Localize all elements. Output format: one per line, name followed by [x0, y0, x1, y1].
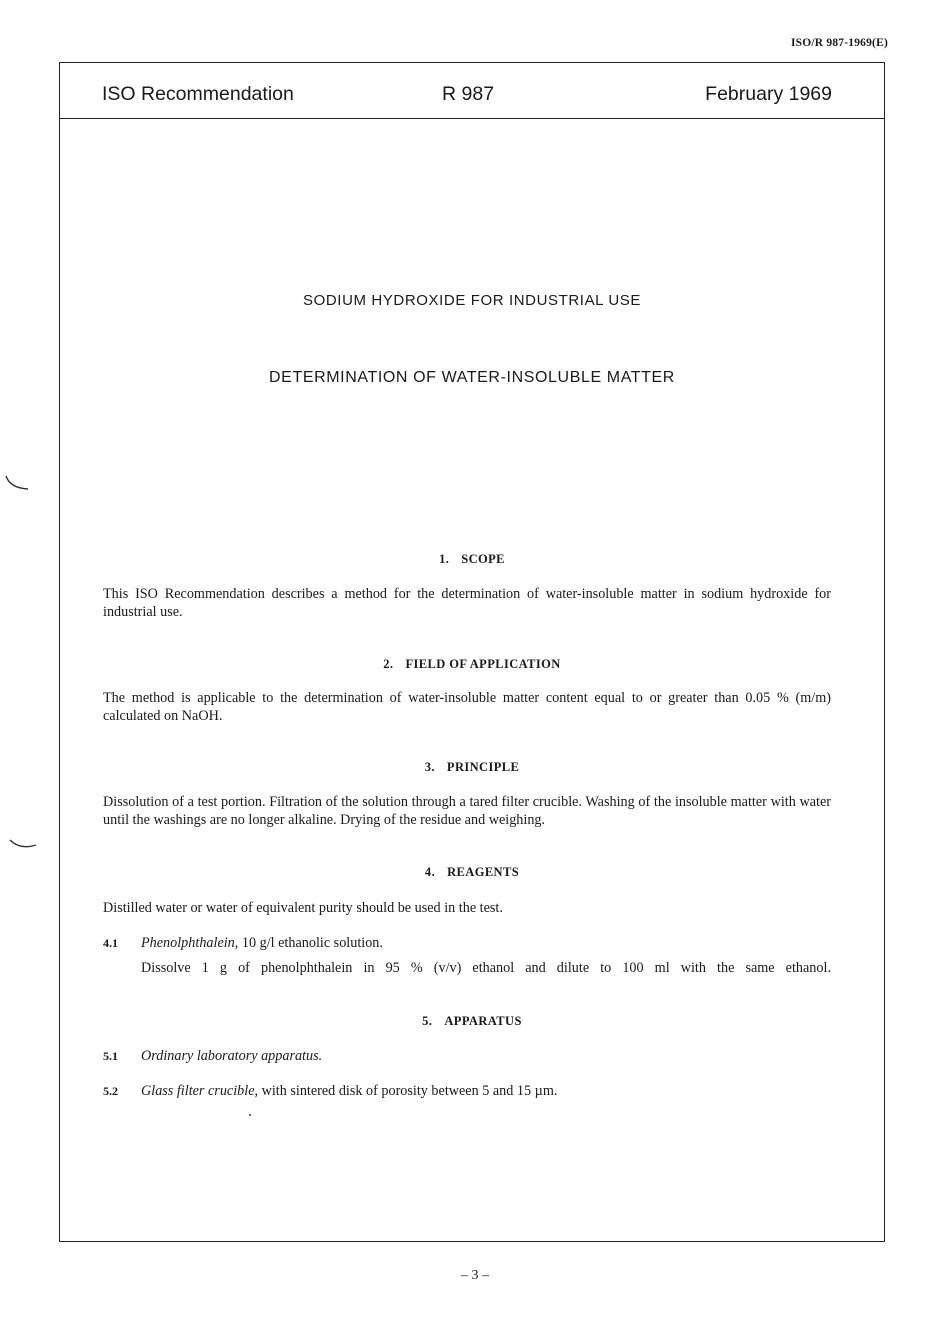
scan-mark: [8, 834, 42, 854]
section-heading-scope: [60, 552, 884, 567]
document-subtitle: DETERMINATION OF WATER-INSOLUBLE MATTER: [269, 369, 675, 386]
item-name: Glass filter crucible: [141, 1083, 255, 1099]
field-of-application-paragraph: The method is applicable to the determination of water-insoluble matter content equal to or greater than 0.05 % (m/m) calculated on NaOH.: [103, 690, 831, 724]
principle-paragraph: Dissolution of a test portion. Filtration of the solution through a tared filter crucible. Washing of the insoluble matter with water until the washings are no longer alkaline. Drying of the residue and weighing.: [103, 794, 831, 828]
apparatus-item: [103, 1047, 322, 1065]
item-name: Ordinary laboratory apparatus.: [141, 1048, 323, 1064]
document-title: SODIUM HYDROXIDE FOR INDUSTRIAL USE: [303, 292, 641, 309]
apparatus-item: [103, 1082, 557, 1100]
reagent-preparation-text: Dissolve 1 g of phenolphthalein in 95 % (v/v) ethanol and dilute to 100 ml with the same ethanol.: [141, 960, 831, 976]
item-description: , with sintered disk of porosity between 5 and 15 µm.: [254, 1083, 558, 1099]
item-name: Phenolphthalein: [141, 935, 235, 951]
page-number: – 3 –: [461, 1268, 489, 1283]
section-heading-reagents: [60, 865, 884, 880]
item-number: 4.1: [103, 936, 118, 950]
scan-dot: [249, 1114, 251, 1116]
header-label: ISO Recommendation: [102, 83, 294, 105]
publication-date: February 1969: [705, 83, 832, 105]
reagent-item: [103, 934, 383, 952]
item-number: 5.2: [103, 1084, 118, 1098]
recommendation-number: R 987: [442, 83, 495, 105]
reagents-paragraph: Distilled water or water of equivalent purity should be used in the test.: [103, 900, 503, 916]
section-heading-field-of-application: [60, 657, 884, 672]
section-number: 2.: [383, 657, 394, 671]
section-title: REAGENTS: [447, 865, 520, 879]
item-description: , 10 g/l ethanolic solution.: [234, 935, 383, 951]
item-number: 5.1: [103, 1049, 118, 1063]
section-heading-principle: [60, 760, 884, 775]
section-number: 4.: [424, 865, 436, 879]
scope-paragraph: This ISO Recommendation describes a method for the determination of water-insoluble matter in sodium hydroxide for industrial use.: [103, 586, 831, 620]
page-frame: [59, 62, 885, 1242]
section-title: FIELD OF APPLICATION: [405, 657, 561, 671]
section-title: PRINCIPLE: [446, 760, 520, 774]
section-title: APPARATUS: [444, 1014, 522, 1028]
section-number: 1.: [439, 552, 450, 566]
section-title: SCOPE: [461, 552, 505, 566]
scan-mark: [4, 474, 38, 496]
section-number: 5.: [422, 1014, 433, 1028]
header-bar: [60, 63, 884, 119]
section-heading-apparatus: [60, 1014, 884, 1029]
document-reference: ISO/R 987-1969(E): [790, 37, 888, 49]
section-number: 3.: [424, 760, 435, 774]
